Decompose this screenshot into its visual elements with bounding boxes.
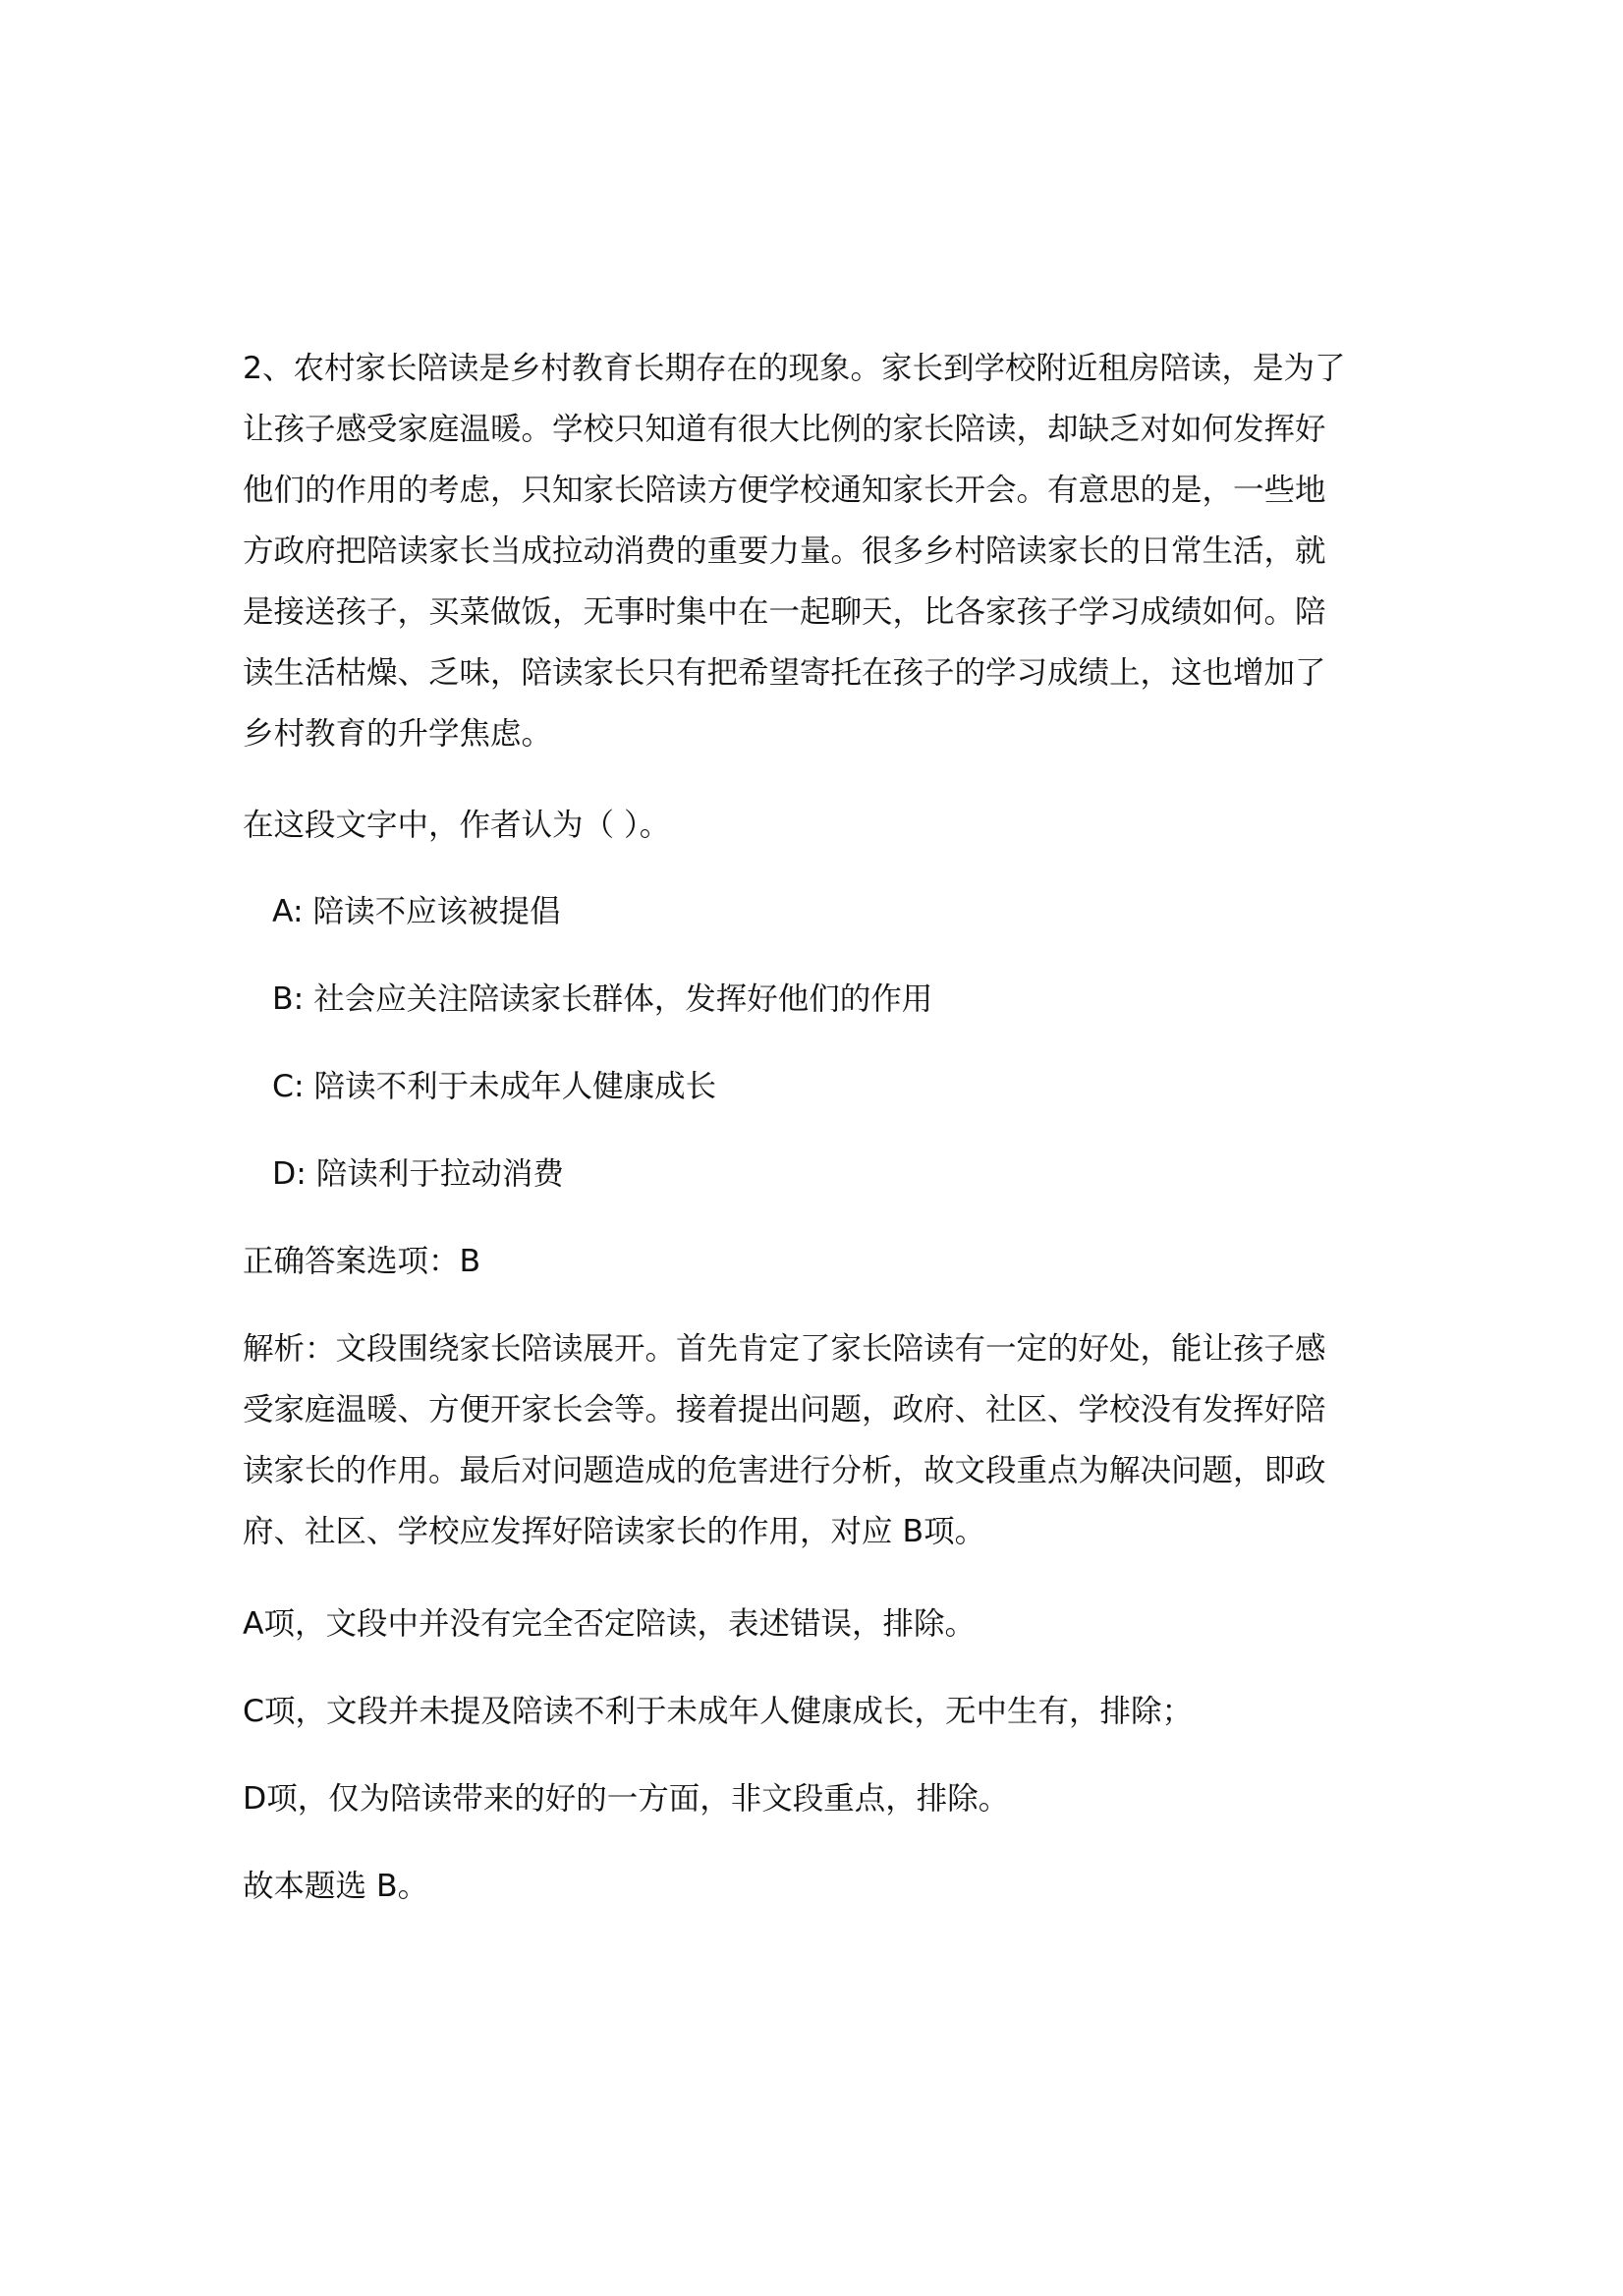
analysis-paragraph [243,1318,1382,1562]
option-c: C: 陪读不利于未成年人健康成长 [272,1069,717,1104]
passage-line: 2、农村家长陪读是乡村教育长期存在的现象。家长到学校附近租房陪读，是为了 [243,351,1346,386]
question-prompt: 在这段文字中，作者认为（ ）。 [243,808,671,843]
analysis-line: 府、社区、学校应发挥好陪读家长的作用，对应 B项。 [243,1514,986,1549]
passage-line: 乡村教育的升学焦虑。 [243,716,553,752]
analysis-line: 解析：文段围绕家长陪读展开。首先肯定了家长陪读有一定的好处，能让孩子感 [243,1331,1326,1367]
passage-line: 读生活枯燥、乏味，陪读家长只有把希望寄托在孩子的学习成绩上，这也增加了 [243,655,1326,691]
note-option-d: D项，仅为陪读带来的好的一方面，非文段重点，排除。 [243,1781,1010,1817]
note-option-a: A项，文段中并没有完全否定陪读，表述错误，排除。 [243,1606,977,1642]
analysis-line: 受家庭温暖、方便开家长会等。接着提出问题，政府、社区、学校没有发挥好陪 [243,1392,1326,1428]
passage-line: 让孩子感受家庭温暖。学校只知道有很大比例的家长陪读，却缺乏对如何发挥好 [243,412,1326,447]
question-passage [243,338,1382,764]
option-b: B: 社会应关注陪读家长群体，发挥好他们的作用 [272,981,933,1017]
option-d: D: 陪读利于拉动消费 [272,1156,564,1192]
passage-line: 他们的作用的考虑，只知家长陪读方便学校通知家长开会。有意思的是，一些地 [243,473,1326,508]
note-option-c: C项，文段并未提及陪读不利于未成年人健康成长，无中生有，排除； [243,1694,1193,1729]
analysis-line: 读家长的作用。最后对问题造成的危害进行分析，故文段重点为解决问题，即政 [243,1453,1326,1488]
conclusion: 故本题选 B。 [243,1869,429,1904]
passage-line: 是接送孩子，买菜做饭，无事时集中在一起聊天，比各家孩子学习成绩如何。陪 [243,594,1326,630]
passage-line: 方政府把陪读家长当成拉动消费的重要力量。很多乡村陪读家长的日常生活，就 [243,533,1326,569]
option-a: A: 陪读不应该被提倡 [272,894,561,929]
correct-answer: 正确答案选项：B [243,1244,481,1279]
